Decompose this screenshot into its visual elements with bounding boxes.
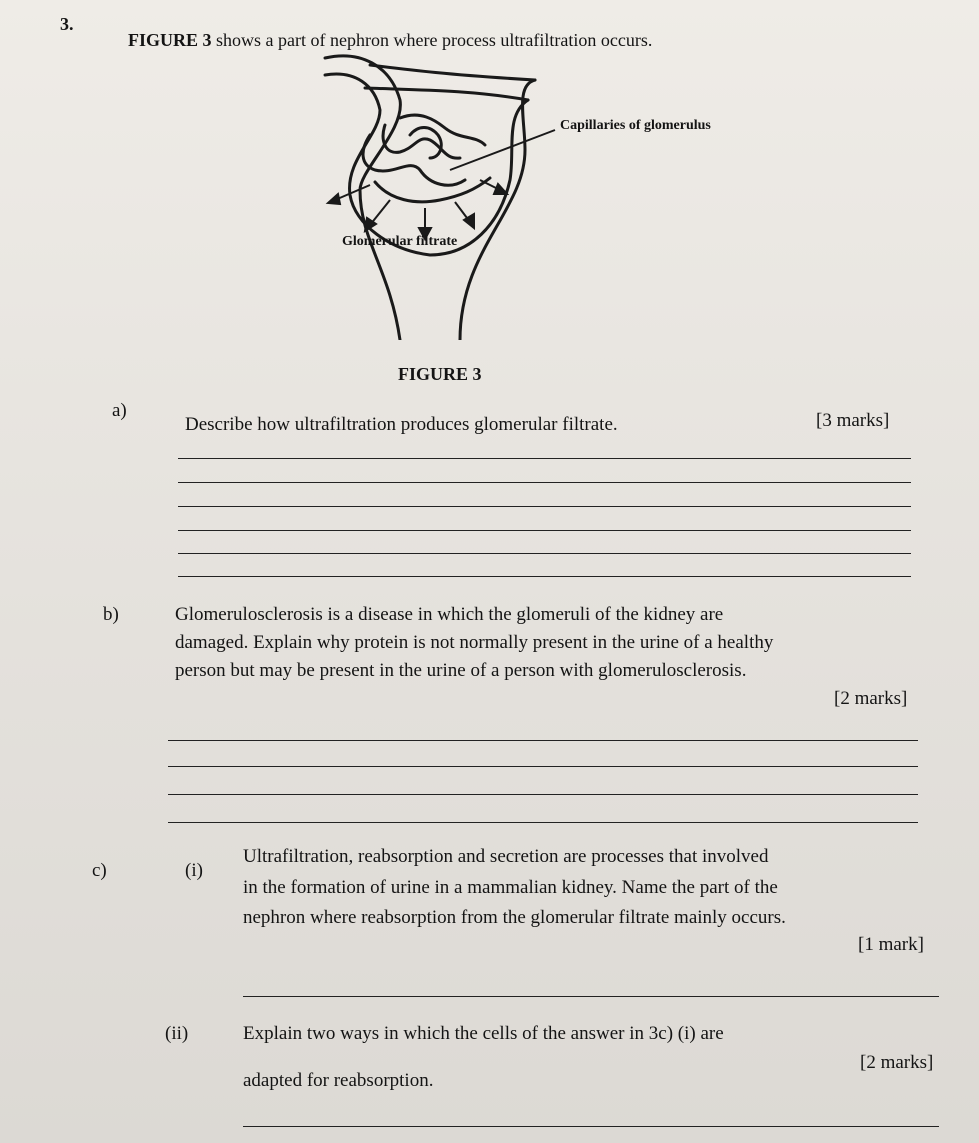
answer-line-a6[interactable]	[178, 576, 911, 577]
answer-line-c-i[interactable]	[243, 996, 939, 997]
intro-text: shows a part of nephron where process ultrafiltration occurs.	[211, 30, 653, 50]
answer-line-a5[interactable]	[178, 553, 911, 554]
answer-line-a4[interactable]	[178, 530, 911, 531]
answer-line-a1[interactable]	[178, 458, 911, 459]
part-b-line-1: Glomerulosclerosis is a disease in which the glomeruli of the kidney are	[175, 604, 724, 625]
part-c-ii-label: (ii)	[165, 1023, 189, 1044]
part-b-label: b)	[103, 604, 119, 625]
part-a-question: Describe how ultrafiltration produces glomerular filtrate.	[185, 414, 618, 435]
part-c-i-line-3: nephron where reabsorption from the glomerular filtrate mainly occurs.	[243, 907, 786, 928]
intro-figure-ref: FIGURE 3	[128, 30, 212, 50]
part-c-i-line-1: Ultrafiltration, reabsorption and secretion are processes that involved	[243, 846, 769, 867]
answer-line-b2[interactable]	[168, 766, 918, 767]
part-b-line-3: person but may be present in the urine of a person with glomerulosclerosis.	[175, 660, 747, 681]
filtrate-arrow-5	[494, 184, 507, 194]
figure-caption: FIGURE 3	[398, 364, 482, 384]
part-c-label: c)	[92, 860, 107, 881]
answer-line-b3[interactable]	[168, 794, 918, 795]
capsule-outer-wall-right	[460, 80, 535, 340]
afferent-vessel-bottom	[365, 88, 528, 100]
answer-line-c-ii[interactable]	[243, 1126, 939, 1127]
capillary-loop-3	[400, 115, 485, 145]
part-b-line-2: damaged. Explain why protein is not normally present in the urine of a healthy	[175, 632, 774, 653]
part-b-marks: [2 marks]	[834, 688, 908, 709]
part-c-ii-line-2: adapted for reabsorption.	[243, 1070, 434, 1091]
label-glomerular-filtrate: Glomerular filtrate	[342, 234, 458, 249]
label-capillaries: Capillaries of glomerulus	[560, 118, 711, 133]
part-a-label: a)	[112, 400, 127, 421]
part-a-marks: [3 marks]	[816, 410, 890, 431]
afferent-vessel-top	[370, 65, 535, 80]
part-c-i-line-2: in the formation of urine in a mammalian kidney. Name the part of the	[243, 877, 778, 898]
answer-line-a3[interactable]	[178, 506, 911, 507]
part-c-ii-line-1: Explain two ways in which the cells of the answer in 3c) (i) are	[243, 1023, 724, 1044]
answer-line-b1[interactable]	[168, 740, 918, 741]
question-number: 3.	[60, 14, 74, 34]
part-c-i-label: (i)	[185, 860, 203, 881]
part-c-i-marks: [1 mark]	[858, 934, 924, 955]
answer-line-a2[interactable]	[178, 482, 911, 483]
answer-line-b4[interactable]	[168, 822, 918, 823]
nephron-diagram	[300, 40, 620, 340]
filtrate-arrow-1	[328, 194, 340, 204]
part-c-ii-marks: [2 marks]	[860, 1052, 934, 1073]
